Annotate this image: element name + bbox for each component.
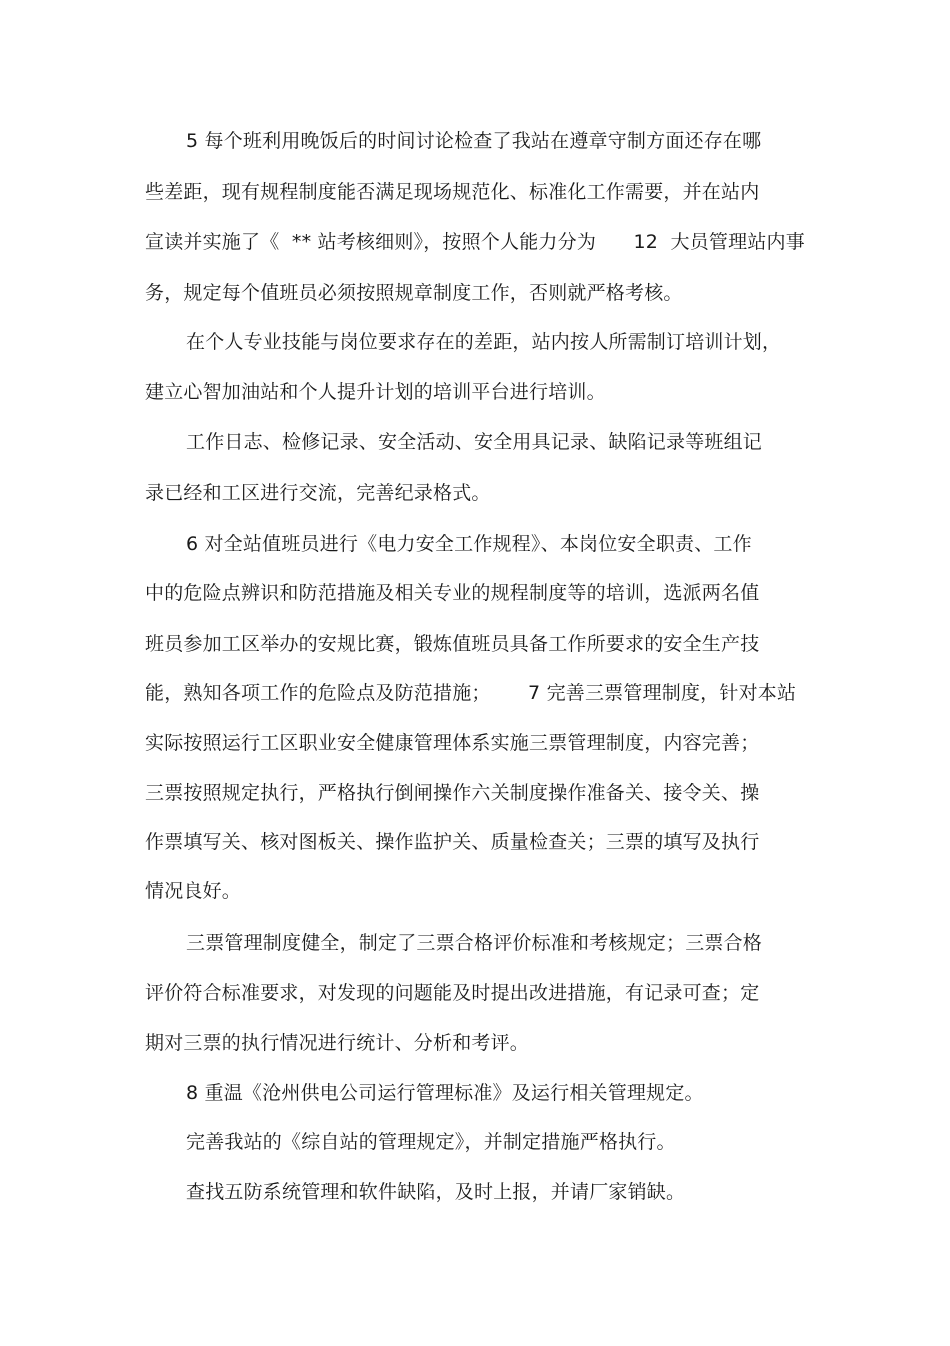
paragraph-line: 期对三票的执行情况进行统计、分析和考评。 xyxy=(145,1032,530,1054)
paragraph-line: 6 对全站值班员进行《电力安全工作规程》、本岗位安全职责、工作 xyxy=(186,533,752,555)
paragraph-line: 中的危险点辨识和防范措施及相关专业的规程制度等的培训，选派两名值 xyxy=(145,582,760,604)
paragraph-line: 5 每个班利用晚饭后的时间讨论检查了我站在遵章守制方面还存在哪 xyxy=(186,130,762,152)
paragraph-line: 能，熟知各项工作的危险点及防范措施； 7 完善三票管理制度，针对本站 xyxy=(145,682,797,704)
paragraph-line: 评价符合标准要求，对发现的问题能及时提出改进措施，有记录可查；定 xyxy=(145,982,760,1004)
paragraph-line: 三票按照规定执行，严格执行倒闸操作六关制度操作准备关、接令关、操 xyxy=(145,782,760,804)
paragraph-line: 宣读并实施了《 ** 站考核细则》，按照个人能力分为 12 大员管理站内事 xyxy=(145,231,805,253)
paragraph-line: 录已经和工区进行交流，完善纪录格式。 xyxy=(145,482,491,504)
paragraph-line: 实际按照运行工区职业安全健康管理体系实施三票管理制度，内容完善； xyxy=(145,732,760,754)
paragraph-line: 些差距，现有规程制度能否满足现场规范化、标准化工作需要，并在站内 xyxy=(145,181,760,203)
paragraph-line: 在个人专业技能与岗位要求存在的差距，站内按人所需制订培训计划， xyxy=(186,331,782,353)
paragraph-line: 三票管理制度健全，制定了三票合格评价标准和考核规定；三票合格 xyxy=(186,932,763,954)
paragraph-line: 建立心智加油站和个人提升计划的培训平台进行培训。 xyxy=(145,381,606,403)
paragraph-line: 工作日志、检修记录、安全活动、安全用具记录、缺陷记录等班组记 xyxy=(186,431,763,453)
paragraph-line: 作票填写关、核对图板关、操作监护关、质量检查关；三票的填写及执行 xyxy=(145,831,760,853)
paragraph-line: 完善我站的《综自站的管理规定》，并制定措施严格执行。 xyxy=(186,1131,676,1153)
paragraph-line: 情况良好。 xyxy=(145,880,242,902)
paragraph-line: 查找五防系统管理和软件缺陷，及时上报，并请厂家销缺。 xyxy=(186,1181,686,1203)
paragraph-line: 班员参加工区举办的安规比赛，锻炼值班员具备工作所要求的安全生产技 xyxy=(145,633,760,655)
paragraph-line: 务，规定每个值班员必须按照规章制度工作，否则就严格考核。 xyxy=(145,282,683,304)
paragraph-line: 8 重温《沧州供电公司运行管理标准》及运行相关管理规定。 xyxy=(186,1082,704,1104)
